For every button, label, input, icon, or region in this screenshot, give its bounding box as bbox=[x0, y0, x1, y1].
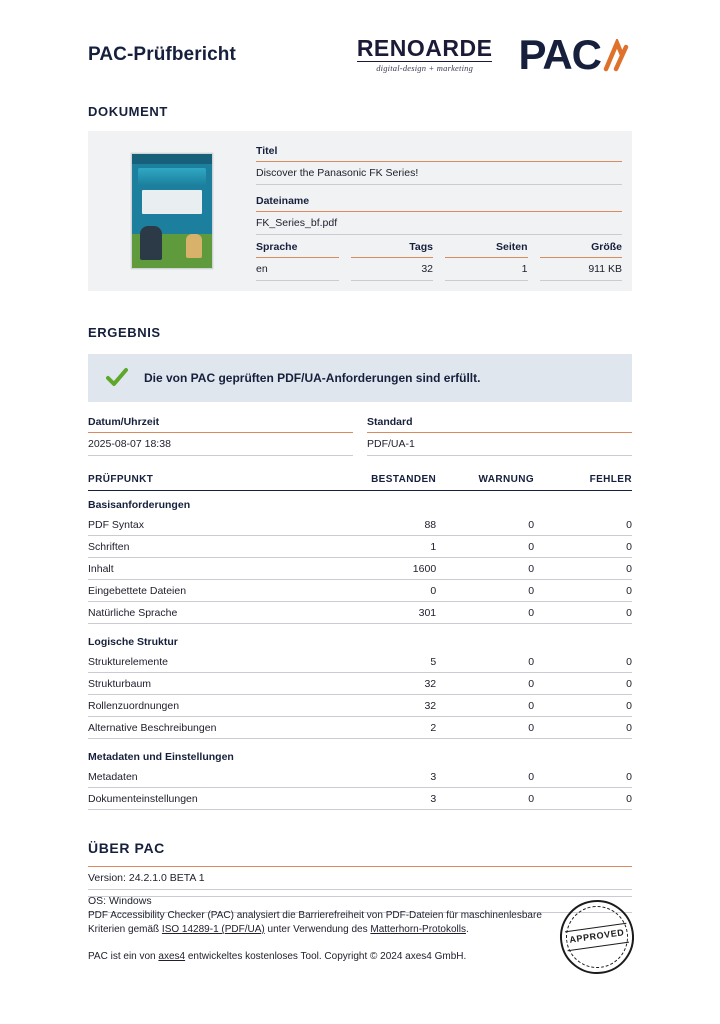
approved-stamp bbox=[555, 895, 639, 979]
pac-swoosh-icon bbox=[602, 38, 632, 72]
renoarde-name-part3: ARDE bbox=[425, 35, 493, 62]
section-heading-dokument: DOKUMENT bbox=[88, 104, 168, 119]
footer-text-1b: unter Verwendung des bbox=[264, 924, 371, 935]
row-label: Natürliche Sprache bbox=[88, 602, 338, 624]
row-bestanden: 88 bbox=[338, 514, 436, 536]
row-warnung: 0 bbox=[436, 717, 534, 739]
os-line: OS: Windows bbox=[88, 890, 632, 913]
footer-text-2b: entwickeltes kostenloses Tool. Copyright © 2024 axes4 GmbH. bbox=[185, 950, 467, 962]
footer-text-1c: . bbox=[465, 924, 469, 935]
row-bestanden: 301 bbox=[338, 602, 436, 624]
group-label: Metadaten und Einstellungen bbox=[88, 751, 234, 763]
row-label: Rollenzuordnungen bbox=[88, 695, 338, 717]
row-fehler: 0 bbox=[534, 695, 632, 717]
standard-col bbox=[367, 416, 632, 456]
row-label: Inhalt bbox=[88, 558, 338, 580]
table-row bbox=[88, 673, 632, 695]
table-row bbox=[88, 717, 632, 739]
row-warnung: 0 bbox=[436, 695, 534, 717]
col-header-fehler: FEHLER bbox=[534, 474, 632, 491]
pac-logo bbox=[518, 31, 632, 78]
table-row bbox=[88, 580, 632, 602]
groesse-value: 911 KB bbox=[540, 258, 623, 281]
document-fields bbox=[256, 131, 632, 291]
row-warnung: 0 bbox=[436, 558, 534, 580]
footer-paragraph-1 bbox=[88, 909, 558, 938]
datum-label: Datum/Uhrzeit bbox=[88, 416, 353, 433]
table-row bbox=[88, 514, 632, 536]
row-label: Eingebettete Dateien bbox=[88, 580, 338, 602]
row-fehler: 0 bbox=[534, 651, 632, 673]
version-line: Version: 24.2.1.0 BETA 1 bbox=[88, 866, 632, 890]
table-row bbox=[88, 695, 632, 717]
renoarde-rule bbox=[357, 61, 493, 62]
table-row bbox=[88, 536, 632, 558]
row-fehler: 0 bbox=[534, 788, 632, 810]
table-row bbox=[88, 651, 632, 673]
row-warnung: 0 bbox=[436, 536, 534, 558]
row-bestanden: 32 bbox=[338, 673, 436, 695]
row-label: Schriften bbox=[88, 536, 338, 558]
row-label: PDF Syntax bbox=[88, 514, 338, 536]
tags-label: Tags bbox=[351, 241, 434, 258]
row-bestanden: 1600 bbox=[338, 558, 436, 580]
page-header bbox=[88, 0, 632, 78]
row-fehler: 0 bbox=[534, 717, 632, 739]
result-banner-text: Die von PAC geprüften PDF/UA-Anforderungen sind erfüllt. bbox=[144, 371, 481, 385]
footer-text-1a: PDF Accessibility Checker (PAC) analysiert die Barrierefreiheit von PDF-Dateien für maschinenlesbare Kriterien gemäß bbox=[88, 909, 542, 935]
renoarde-name-part2: O bbox=[406, 35, 426, 62]
seiten-label: Seiten bbox=[445, 241, 528, 258]
section-heading-ergebnis: ERGEBNIS bbox=[88, 325, 161, 340]
renoarde-name-part1: REN bbox=[356, 35, 407, 62]
table-row bbox=[88, 602, 632, 624]
table-group-row bbox=[88, 491, 632, 515]
dateiname-label: Dateiname bbox=[256, 185, 622, 212]
document-info-block bbox=[88, 131, 632, 291]
row-bestanden: 5 bbox=[338, 651, 436, 673]
section-heading-ueber-pac: ÜBER PAC bbox=[88, 840, 165, 856]
logo-group bbox=[356, 31, 632, 78]
footer-text-2a: PAC ist ein von bbox=[88, 950, 159, 962]
standard-value: PDF/UA-1 bbox=[367, 433, 632, 456]
iso-link[interactable]: ISO 14289-1 (PDF/UA) bbox=[161, 924, 265, 935]
row-label: Strukturbaum bbox=[88, 673, 338, 695]
renoarde-logo bbox=[357, 37, 493, 73]
row-fehler: 0 bbox=[534, 602, 632, 624]
renoarde-tagline: digital-design + marketing bbox=[376, 63, 474, 74]
page-title: PAC-Prüfbericht bbox=[88, 44, 236, 65]
footer-paragraph-2 bbox=[88, 950, 558, 965]
table-header-row bbox=[88, 474, 632, 491]
check-icon bbox=[106, 367, 128, 389]
row-bestanden: 1 bbox=[338, 536, 436, 558]
date-standard-row bbox=[88, 416, 632, 456]
row-label: Alternative Beschreibungen bbox=[88, 717, 338, 739]
row-fehler: 0 bbox=[534, 514, 632, 536]
axes4-link[interactable]: axes4 bbox=[158, 950, 186, 962]
meta-col-seiten bbox=[445, 241, 528, 281]
meta-col-tags bbox=[351, 241, 434, 281]
group-label: Basisanforderungen bbox=[88, 499, 191, 511]
datum-value: 2025-08-07 18:38 bbox=[88, 433, 353, 456]
seiten-value: 1 bbox=[445, 258, 528, 281]
titel-value: Discover the Panasonic FK Series! bbox=[256, 162, 622, 185]
row-warnung: 0 bbox=[436, 514, 534, 536]
row-warnung: 0 bbox=[436, 766, 534, 788]
page-footer bbox=[88, 896, 632, 977]
sprache-value: en bbox=[256, 258, 339, 281]
row-bestanden: 2 bbox=[338, 717, 436, 739]
meta-col-sprache bbox=[256, 241, 339, 281]
groesse-label: Größe bbox=[540, 241, 623, 258]
row-fehler: 0 bbox=[534, 673, 632, 695]
matterhorn-link[interactable]: Matterhorn-Protokolls bbox=[370, 924, 466, 935]
checkpoints-table bbox=[88, 474, 632, 810]
row-warnung: 0 bbox=[436, 788, 534, 810]
row-bestanden: 3 bbox=[338, 766, 436, 788]
row-bestanden: 32 bbox=[338, 695, 436, 717]
sprache-label: Sprache bbox=[256, 241, 339, 258]
table-group-row bbox=[88, 624, 632, 652]
table-row bbox=[88, 766, 632, 788]
row-label: Dokumenteinstellungen bbox=[88, 788, 338, 810]
document-thumbnail-wrap bbox=[88, 131, 256, 291]
meta-col-groesse bbox=[540, 241, 623, 281]
col-header-warnung: WARNUNG bbox=[436, 474, 534, 491]
row-fehler: 0 bbox=[534, 580, 632, 602]
date-col bbox=[88, 416, 353, 456]
row-bestanden: 0 bbox=[338, 580, 436, 602]
col-header-pruefpunkt: PRÜFPUNKT bbox=[88, 474, 338, 491]
row-fehler: 0 bbox=[534, 536, 632, 558]
row-warnung: 0 bbox=[436, 651, 534, 673]
result-banner bbox=[88, 354, 632, 402]
row-fehler: 0 bbox=[534, 766, 632, 788]
row-label: Strukturelemente bbox=[88, 651, 338, 673]
row-fehler: 0 bbox=[534, 558, 632, 580]
tags-value: 32 bbox=[351, 258, 434, 281]
document-meta-row bbox=[256, 241, 622, 281]
pac-logo-text: PAC bbox=[518, 31, 601, 78]
standard-label: Standard bbox=[367, 416, 632, 433]
approved-stamp-text: APPROVED bbox=[565, 923, 628, 950]
row-warnung: 0 bbox=[436, 673, 534, 695]
table-row bbox=[88, 788, 632, 810]
table-row bbox=[88, 558, 632, 580]
row-warnung: 0 bbox=[436, 602, 534, 624]
document-thumbnail bbox=[131, 153, 213, 269]
row-warnung: 0 bbox=[436, 580, 534, 602]
col-header-bestanden: BESTANDEN bbox=[338, 474, 436, 491]
table-group-row bbox=[88, 739, 632, 767]
row-label: Metadaten bbox=[88, 766, 338, 788]
group-label: Logische Struktur bbox=[88, 636, 178, 648]
row-bestanden: 3 bbox=[338, 788, 436, 810]
titel-label: Titel bbox=[256, 145, 622, 162]
dateiname-value: FK_Series_bf.pdf bbox=[256, 212, 622, 235]
